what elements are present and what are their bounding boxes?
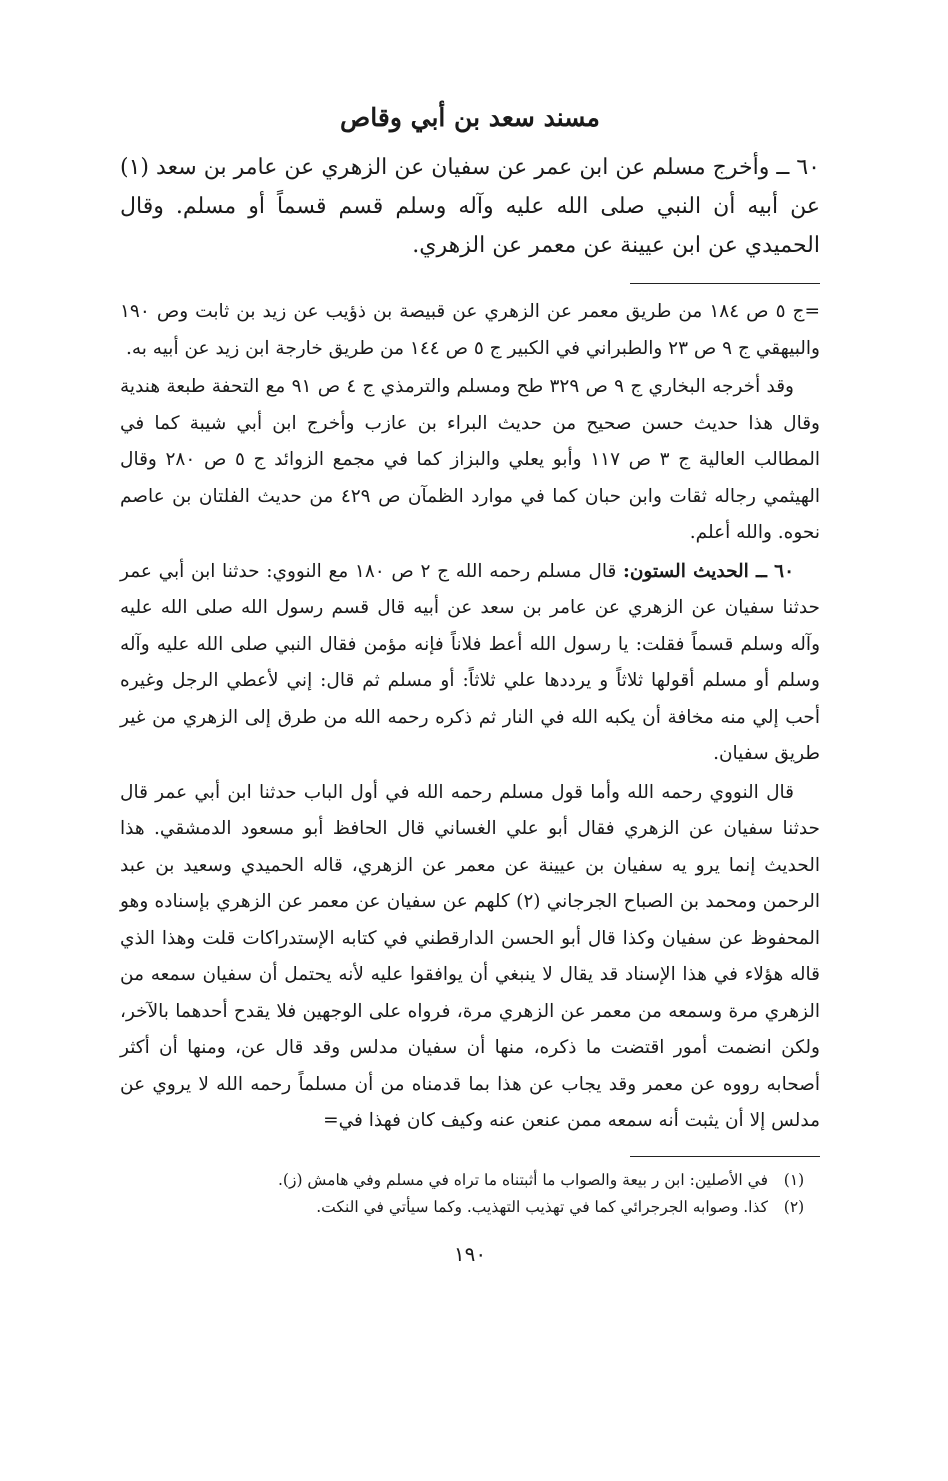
hadith-60-heading: ٦٠ ــ الحديث الستون:: [623, 560, 795, 582]
book-page: [120, 90, 820, 1269]
main-text: [120, 148, 820, 265]
footnote-divider: [630, 1156, 820, 1157]
hadith-60-text: قال مسلم رحمه الله ج ٢ ص ١٨٠ مع النووي: حدثنا ابن أبي عمر حدثنا سفيان عن الزهري عن عامر بن سعد عن أبيه قال قسم رسول الله صلى الله عليه وآله وسلم قسماً فقلت: يا رسول الله أعط فلاناً فإنه مؤمن فقال النبي صلى الله عليه وآله وسلم أو مسلم أقولها ثلاثاً و يرددها علي ثلاثاً: أو مسلم ثم قال: إني لأعطي الرجل وغيره أحب إلي منه مخافة أن يكبه الله في النار ثم ذكره رحمه الله من طرق إلى الزهري من غير طريق سفيان.: [120, 560, 820, 764]
footnotes: [120, 1167, 820, 1221]
section-divider: [630, 283, 820, 284]
footnote-1: [120, 1167, 820, 1194]
running-head: مسند سعد بن أبي وقاص: [340, 103, 600, 132]
footnote-2: [120, 1194, 820, 1221]
footnote-number: (١): [783, 1170, 805, 1189]
footnote-text: كذا. وصوابه الجرجرائي كما في تهذيب التهذيب. وكما سيأتي في النكت.: [316, 1197, 768, 1216]
footnote-number: (٢): [783, 1197, 805, 1216]
footnote-text: في الأصلين: ابن ر بيعة والصواب ما أثبتناه ما تراه في مسلم وفي هامش (ز).: [277, 1170, 768, 1189]
commentary-takhrij: وقد أخرجه البخاري ج ٩ ص ٣٢٩ طح ومسلم والترمذي ج ٤ ص ٩١ مع التحفة طبعة هندية وقال هذا حديث حسن صحيح من حديث البراء بن عازب وأخرج ابن أبي شيبة كما في المطالب العالية ج ٣ ص ١١٧ وأبو يعلي والبزاز كما في مجمع الزوائد ج ٥ ص ٢٨٠ وقال الهيثمي رجاله ثقات وابن حبان كما في موارد الظمآن ص ٤٢٩ من حديث الفلتان بن عاصم نحوه. والله أعلم.: [120, 376, 820, 543]
commentary-hadith-60: [120, 554, 820, 773]
commentary-nawawi: قال النووي رحمه الله وأما قول مسلم رحمه الله في أول الباب حدثنا ابن أبي عمر قال حدثنا سفيان عن الزهري فقال أبو علي الغساني قال الحافظ أبو مسعود الدمشقي. هذا الحديث إنما يرو يه سفيان بن عيينة عن معمر عن الزهري، قاله الحميدي وسعيد بن عبد الرحمن ومحمد بن الصباح الجرجاني (٢) كلهم عن سفيان عن معمر عن الزهري بإسناده وهو المحفوظ عن سفيان وكذا قال أبو الحسن الدارقطني في كتابه الإستدراكات قلت وهذا الذي قاله هؤلاء في هذا الإسناد قد يقال لا ينبغي أن يوافقوا عليه لأنه يحتمل أن سفيان سمعه من الزهري مرة وسمعه من معمر عن الزهري مرة، فرواه على الوجهين فلا يقدح أحدهما بالآخر، ولكن انضمت أمور اقتضت ما ذكره، منها أن سفيان مدلس وقد قال عن، ومنها أن أكثر أصحابه رووه عن معمر وقد يجاب عن هذا بما قدمناه من أن مسلماً رحمه الله لا يروي عن مدلس إلا أن يثبت أنه سمعه ممن عنعن عنه وكيف كان فهذا في=: [120, 781, 820, 1131]
commentary: [120, 294, 820, 1140]
page-number: ١٩٠: [453, 1241, 487, 1266]
hadith-60-main-paragraph: ٦٠ ــ وأخرج مسلم عن ابن عمر عن سفيان عن الزهري عن عامر بن سعد (١) عن أبيه أن النبي صلى الله عليه وآله وسلم قسم قسماً أو مسلم. وقال الحميدي عن ابن عيينة عن معمر عن الزهري.: [120, 155, 820, 258]
commentary-continuation: =ج ٥ ص ١٨٤ من طريق معمر عن الزهري عن قبيصة بن ذؤيب عن زيد بن ثابت وص ١٩٠ والبيهقي ج ٩ ص ٢٣ والطبراني في الكبير ج ٥ ص ١٤٤ من طريق خارجة ابن زيد عن أبيه به.: [120, 301, 820, 359]
